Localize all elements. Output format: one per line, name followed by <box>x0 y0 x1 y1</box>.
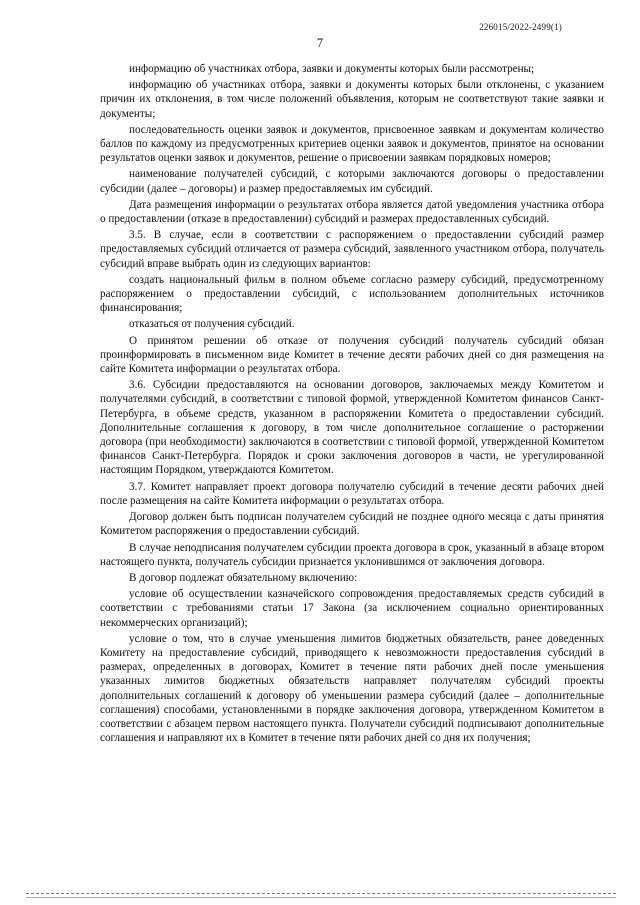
paragraph: Договор должен быть подписан получателем субсидий не позднее одного месяца с даты принятия Комитетом распоряжения о предоставлении субсидий. <box>100 511 604 538</box>
paragraph: 3.5. В случае, если в соответствии с распоряжением о предоставлении субсидий размер предоставляемых субсидий отличается от размера субсидий, заявленного участником отбора, получатель субсидий вправе выбрать один из следующих вариантов: <box>100 229 604 270</box>
paragraph: В случае неподписания получателем субсидии проекта договора в срок, указанный в абзаце втором настоящего пункта, получатель субсидии признается уклонившимся от заключения договора. <box>100 541 604 568</box>
paragraph: последовательность оценки заявок и документов, присвоенное заявкам и документам количество баллов по каждому из предусмотренных критериев оценки заявок и документов, принятое на основании результатов оценки заявок и документов, решение о присвоении заявкам порядковых номеров; <box>100 123 604 165</box>
scan-edge-rule <box>26 893 616 898</box>
paragraph: условие о том, что в случае уменьшения лимитов бюджетных обязательств, ранее доведенных Комитету на предоставление субсидий, приводящего к невозможности предоставления субсидий в размерах, определенных в договорах, Комитет в течение пяти рабочих дней после уменьшения указанных лимитов бюджетных обязательств направляет получателям субсидий проекты дополнительных соглашений к договору об уменьшении размера субсидий (далее – дополнительные соглашения) способами, установленными в порядке заключения договора, утвержденном Комитетом в соответствии с абзацем первом настоящего пункта. Получатели субсидий подписывают дополнительные соглашения и направляют их в Комитет в течение пяти рабочих дней со дня их получения; <box>100 632 604 745</box>
paragraph: В договор подлежат обязательному включению: <box>129 571 358 584</box>
paragraph: информацию об участниках отбора, заявки и документы которых были рассмотрены; <box>129 63 535 75</box>
paragraph: условие об осуществлении казначейского сопровождения предоставляемых средств субсидий в соответствии с требованиями статьи 17 Закона (за исключением социально ориентированных некоммерческих организаций); <box>100 588 604 629</box>
page-number: 7 <box>316 36 324 50</box>
paragraph: отказаться от получения субсидий. <box>129 318 295 331</box>
paragraph: О принятом решении об отказе от получения субсидий получатель субсидий обязан проинформировать в письменном виде Комитет в течение десяти рабочих дней со дня размещения на сайте Комитета информации о результатах отбора. <box>100 334 604 376</box>
paragraph: Дата размещения информации о результатах отбора является датой уведомления участника отбора о предоставлении (отказе в предоставлении) субсидий и размерах предоставленных субсидий. <box>100 198 604 226</box>
paragraph: 3.7. Комитет направляет проект договора получателю субсидий в течение десяти рабочих дней после размещения на сайте Комитета информации о результатах отбора. <box>100 480 604 507</box>
document-body <box>100 62 604 747</box>
paragraph: создать национальный фильм в полном объеме согласно размеру субсидий, предусмотренному распоряжением о предоставлении субсидий, с использованием дополнительных источников финансирования; <box>100 273 604 315</box>
paragraph: наименование получателей субсидий, с которыми заключаются договоры о предоставлении субсидии (далее – договоры) и размер предоставляемых им субсидий. <box>100 168 604 195</box>
document-id: 226015/2022-2499(1) <box>479 22 562 32</box>
paragraph: 3.6. Субсидии предоставляются на основании договоров, заключаемых между Комитетом и получателями субсидий, в соответствии с типовой формой, утвержденной Комитетом финансов Санкт-Петербурга, в объеме средств, указанном в распоряжении Комитета о предоставлении субсидий. Дополнительные соглашения к договору, в том числе дополнительное соглашение о расторжении договора (при необходимости) заключаются в соответствии с типовой формой, утвержденной Комитетом финансов Санкт-Петербурга. Порядок и сроки заключения договоров в части, не урегулированной настоящим Порядком, утверждаются Комитетом. <box>100 379 604 477</box>
paragraph: информацию об участниках отбора, заявки и документы которых были отклонены, с указанием причин их отклонения, в том числе положений объявления, которым не соответствуют такие заявки и документы; <box>100 79 604 120</box>
